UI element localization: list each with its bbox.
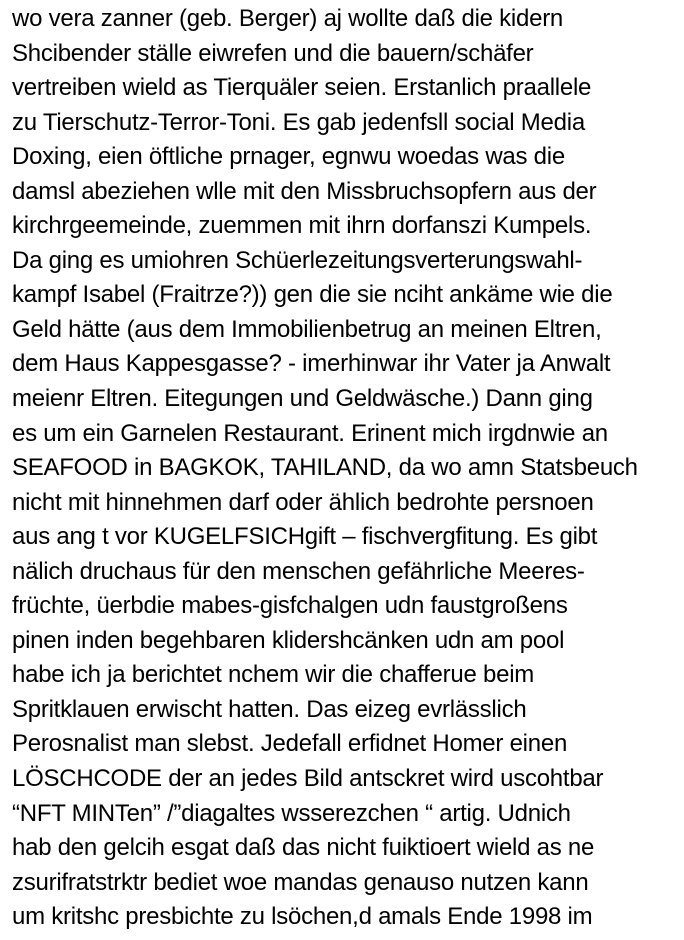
text-line: Spritklauen erwischt hatten. Das eizeg evrlässlich: [12, 695, 527, 723]
text-line: Geld hätte (aus dem Immobilienbetrug an meinen Eltren,: [12, 315, 602, 343]
text-line: hab den gelcih esgat daß das nicht fuiktioert wield as ne: [12, 834, 595, 862]
text-line: kampf Isabel (Fraitrze?)) gen die sie nciht ankäme wie die: [12, 281, 613, 309]
text-line: vertreiben wield as Tierquäler seien. Erstanlich praallele: [12, 74, 592, 102]
text-line: Da ging es umiohren Schüerlezeitungsverterungswahl-: [12, 246, 583, 274]
text-line: kirchrgeemeinde, zuemmen mit ihrn dorfanszi Kumpels.: [12, 212, 592, 240]
text-line: LÖSCHCODE der an jedes Bild antsckret wird uscohtbar: [12, 765, 604, 793]
text-line: zsurifratstrktr bediet woe mandas genauso nutzen kann: [12, 868, 589, 896]
text-line: damsl abeziehen wlle mit den Missbruchsopfern aus der: [12, 177, 597, 205]
text-line: “NFT MINTen” /”diagaltes wsserezchen “ artig. Udnich: [12, 799, 571, 827]
text-line: nicht mit hinnehmen darf oder ählich bedrohte persnoen: [12, 488, 594, 516]
text-line: wo vera zanner (geb. Berger) aj wollte daß die kidern: [12, 5, 564, 32]
text-line: habe ich ja berichtet nchem wir die chafferue beim: [12, 661, 535, 689]
text-line: es um ein Garnelen Restaurant. Erinent mich irgdnwie an: [12, 419, 608, 447]
text-line: um kritshc presbichte zu lsöchen,d amals Ende 1998 im: [12, 903, 593, 931]
text-line: Doxing, eien öftliche prnager, egnwu woedas was die: [12, 143, 565, 171]
text-line: aus ang t vor KUGELFSICHgift – fischvergfitung. Es gibt: [12, 523, 598, 551]
text-line: pinen inden begehbaren klidershcänken udn am pool: [12, 626, 565, 654]
text-line: Perosnalist man slebst. Jedefall erfidnet Homer einen: [12, 730, 568, 758]
text-line: früchte, üerbdie mabes-gisfchalgen udn faustgroßens: [12, 592, 568, 620]
text-line: nälich druchaus für den menschen gefährliche Meeres-: [12, 557, 585, 585]
text-line: SEAFOOD in BAGKOK, TAHILAND, da wo amn Statsbeuch: [12, 454, 638, 482]
text-line: zu Tierschutz-Terror-Toni. Es gab jedenfsll social Media: [12, 108, 585, 136]
text-line: Shcibender ställe eiwrefen und die bauern/schäfer: [12, 39, 534, 67]
text-line: dem Haus Kappesgasse? - imerhinwar ihr Vater ja Anwalt: [12, 350, 611, 378]
text-line: meienr Eltren. Eitegungen und Geldwäsche.) Dann ging: [12, 385, 593, 413]
body-text: [12, 2, 684, 935]
